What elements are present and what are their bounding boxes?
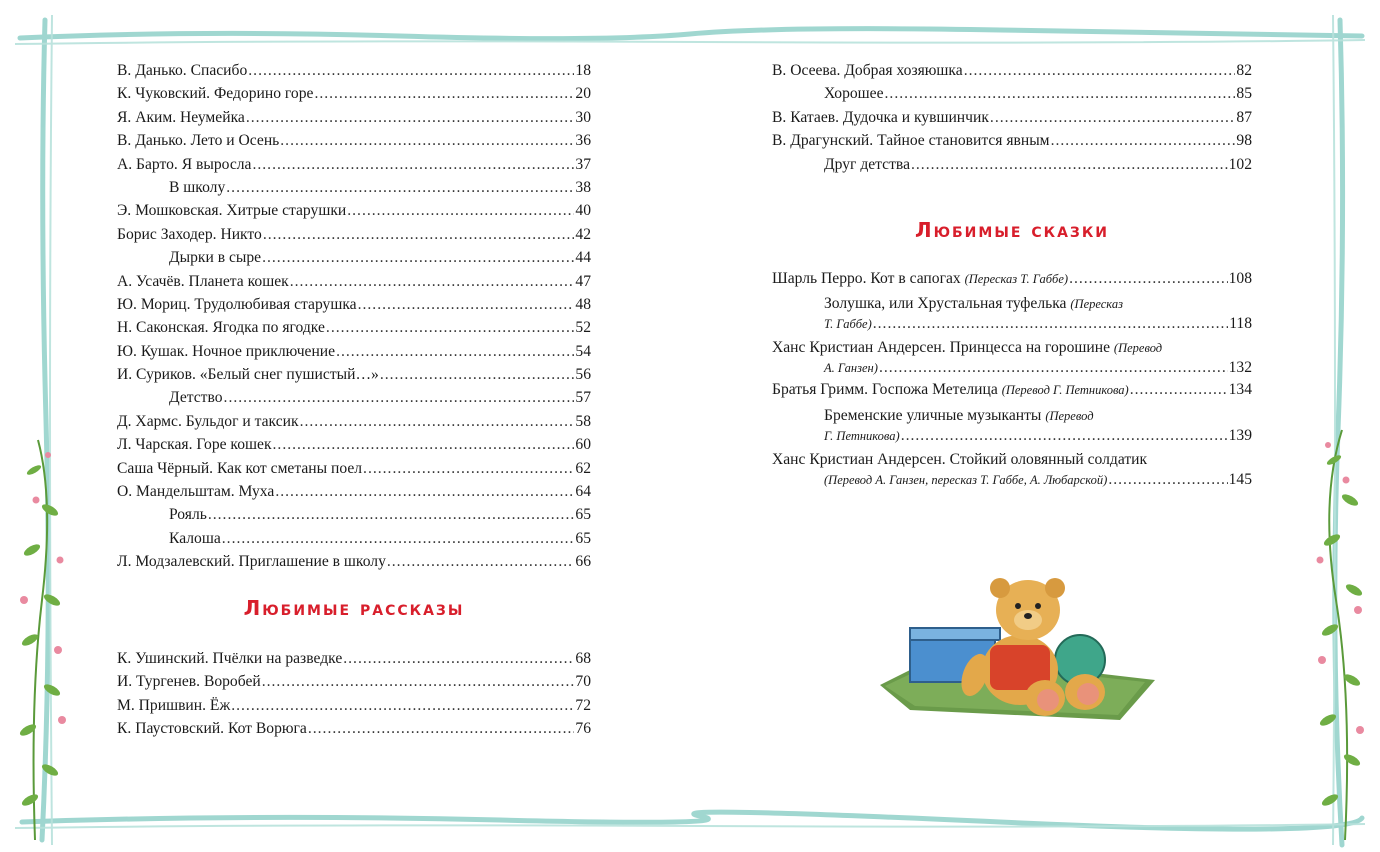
toc-entry[interactable]: [772, 359, 1252, 381]
entry-page: 76: [575, 720, 591, 738]
toc-entry[interactable]: [117, 296, 591, 319]
toc-entry[interactable]: [117, 553, 591, 576]
toc-entry[interactable]: [117, 202, 591, 225]
entry-title: Друг детства: [824, 155, 910, 173]
entry-title: А. Усачёв. Планета кошек: [117, 272, 289, 290]
entry-title: Бременские уличные музыканты: [824, 406, 1042, 424]
toc-entry[interactable]: [117, 132, 591, 155]
toc-entry[interactable]: [117, 460, 591, 483]
toc-stories-list: [117, 650, 591, 744]
entry-title: О. Мандельштам. Муха: [117, 483, 275, 501]
toc-entry[interactable]: [117, 366, 591, 389]
entry-page: 18: [575, 62, 591, 79]
entry-page: 108: [1228, 270, 1252, 287]
entry-page: 52: [575, 319, 591, 337]
entry-page: 118: [1229, 315, 1252, 333]
entry-page: 66: [575, 553, 591, 571]
entry-note: Т. Габбе): [824, 317, 872, 332]
entry-note: (Перевод: [1045, 408, 1094, 423]
toc-entry[interactable]: [117, 413, 591, 436]
entry-title: Золушка, или Хрустальная туфелька: [824, 295, 1067, 313]
toc-entry[interactable]: [117, 179, 591, 202]
toc-entry[interactable]: [117, 530, 591, 553]
entry-title: Борис Заходер. Никто: [117, 225, 262, 243]
entry-note: (Пересказ: [1070, 297, 1123, 312]
entry-title: В. Данько. Спасибо: [117, 62, 248, 79]
entry-title: В. Осеева. Добрая хозяюшка: [772, 62, 963, 79]
toc-entry[interactable]: [117, 156, 591, 179]
entry-title: М. Пришвин. Ёж: [117, 696, 231, 714]
entry-page: 47: [575, 272, 591, 290]
entry-title: И. Суриков. «Белый снег пушистый…»: [117, 366, 379, 384]
entry-page: 20: [575, 85, 591, 103]
toc-entry[interactable]: [772, 132, 1252, 155]
entry-page: 42: [575, 225, 591, 243]
entry-note: (Пересказ Т. Габбе): [964, 272, 1069, 286]
entry-title: Детство: [169, 389, 223, 407]
toc-tales-list: [772, 270, 1252, 493]
entry-title: Э. Мошковская. Хитрые старушки: [117, 202, 347, 220]
entry-page: 56: [575, 366, 591, 384]
entry-page: 134: [1228, 381, 1252, 399]
entry-note: А. Ганзен): [824, 361, 878, 376]
toc-entry-line[interactable]: [772, 449, 1252, 471]
toc-entry[interactable]: [117, 483, 591, 506]
entry-title: А. Барто. Я выросла: [117, 155, 252, 173]
toc-entry[interactable]: [117, 343, 591, 366]
toc-entry[interactable]: [772, 85, 1252, 108]
toc-entry[interactable]: [772, 62, 1252, 85]
toc-left-column: [117, 62, 591, 577]
toc-entry[interactable]: [117, 436, 591, 459]
entry-title: И. Тургенев. Воробей: [117, 673, 261, 691]
entry-page: 132: [1228, 359, 1252, 377]
entry-title: В. Катаев. Дудочка и кувшинчик: [772, 108, 989, 126]
entry-page: 57: [575, 389, 591, 407]
section-heading-tales: Любимые сказки: [914, 218, 1110, 242]
toc-entry-line[interactable]: [772, 405, 1252, 427]
entry-title: К. Ушинский. Пчёлки на разведке: [117, 650, 343, 667]
toc-entry[interactable]: [117, 62, 591, 85]
entry-title: Н. Саконская. Ягодка по ягодке: [117, 319, 325, 337]
toc-entry[interactable]: [117, 506, 591, 529]
flower-vine-left-icon: [18, 440, 66, 840]
toc-entry[interactable]: [117, 226, 591, 249]
toc-entry[interactable]: [117, 109, 591, 132]
entry-title: В. Драгунский. Тайное становится явным: [772, 132, 1050, 150]
entry-page: 38: [575, 178, 591, 196]
entry-page: 30: [575, 108, 591, 126]
toc-entry[interactable]: [117, 319, 591, 342]
entry-page: 102: [1228, 155, 1252, 173]
entry-title: Д. Хармс. Бульдог и таксик: [117, 412, 299, 430]
entry-page: 85: [1236, 85, 1252, 103]
toc-entry-line[interactable]: [772, 293, 1252, 315]
section-heading-stories: Любимые рассказы: [243, 596, 465, 620]
entry-page: 65: [575, 506, 591, 524]
entry-title: Братья Гримм. Госпожа Метелица: [772, 381, 998, 399]
entry-title: Л. Чарская. Горе кошек: [117, 436, 272, 454]
toc-entry[interactable]: [772, 109, 1252, 132]
entry-page: 36: [575, 132, 591, 150]
entry-page: 44: [575, 249, 591, 267]
entry-note: (Перевод: [1113, 341, 1163, 356]
toc-entry[interactable]: [117, 389, 591, 412]
entry-page: 70: [575, 673, 591, 691]
entry-title: Хорошее: [824, 85, 884, 103]
toc-entry[interactable]: [117, 673, 591, 696]
teddy-bear-illustration: [870, 570, 1170, 730]
toc-entry[interactable]: [772, 315, 1252, 337]
entry-title: Л. Модзалевский. Приглашение в школу: [117, 553, 386, 571]
entry-page: 139: [1228, 426, 1252, 444]
entry-page: 54: [575, 342, 591, 360]
entry-page: 68: [575, 650, 591, 667]
entry-page: 62: [575, 459, 591, 477]
entry-page: 98: [1236, 132, 1252, 150]
toc-entry[interactable]: [117, 650, 591, 673]
entry-title: Шарль Перро. Кот в сапогах: [772, 270, 961, 287]
entry-page: 40: [575, 202, 591, 220]
entry-title: В. Данько. Лето и Осень: [117, 132, 280, 150]
entry-page: 72: [575, 696, 591, 714]
entry-page: 37: [575, 155, 591, 173]
entry-note: (Перевод Г. Петникова): [1001, 383, 1129, 398]
toc-entry-line[interactable]: [772, 337, 1252, 359]
entry-title: Ю. Кушак. Ночное приключение: [117, 342, 336, 360]
toc-entry[interactable]: [117, 85, 591, 108]
entry-page: 87: [1236, 108, 1252, 126]
entry-title: Дырки в сыре: [169, 249, 262, 267]
entry-title: Ханс Кристиан Андерсен. Стойкий оловянный солдатик: [772, 450, 1148, 468]
toc-entry[interactable]: [772, 381, 1252, 404]
entry-title: Ю. Мориц. Трудолюбивая старушка: [117, 295, 357, 313]
entry-page: 145: [1228, 470, 1252, 488]
entry-title: Калоша: [169, 529, 221, 547]
entry-title: Я. Аким. Неумейка: [117, 108, 245, 126]
entry-page: 48: [575, 295, 591, 313]
entry-page: 82: [1236, 62, 1252, 79]
entry-title: Саша Чёрный. Как кот сметаны поел: [117, 459, 363, 477]
entry-page: 58: [575, 412, 591, 430]
toc-entry[interactable]: [117, 720, 591, 743]
entry-note: (Перевод А. Ганзен, пересказ Т. Габбе, А. Любарской): [824, 472, 1108, 487]
toc-entry[interactable]: [772, 156, 1252, 179]
entry-page: 64: [575, 483, 591, 501]
entry-note: Г. Петникова): [824, 428, 900, 443]
toc-entry[interactable]: [117, 249, 591, 272]
entry-title: Ханс Кристиан Андерсен. Принцесса на горошине: [772, 339, 1111, 357]
entry-page: 60: [575, 436, 591, 454]
toc-entry[interactable]: [117, 697, 591, 720]
toc-entry[interactable]: [772, 427, 1252, 449]
entry-title: В школу: [169, 178, 226, 196]
toc-right-column: [772, 62, 1252, 179]
toc-entry[interactable]: [117, 273, 591, 296]
entry-page: 65: [575, 529, 591, 547]
entry-title: К. Чуковский. Федорино горе: [117, 85, 314, 103]
toc-entry[interactable]: [772, 270, 1252, 293]
entry-title: К. Паустовский. Кот Ворюга: [117, 720, 307, 738]
toc-entry[interactable]: [772, 471, 1252, 493]
entry-title: Рояль: [169, 506, 207, 524]
